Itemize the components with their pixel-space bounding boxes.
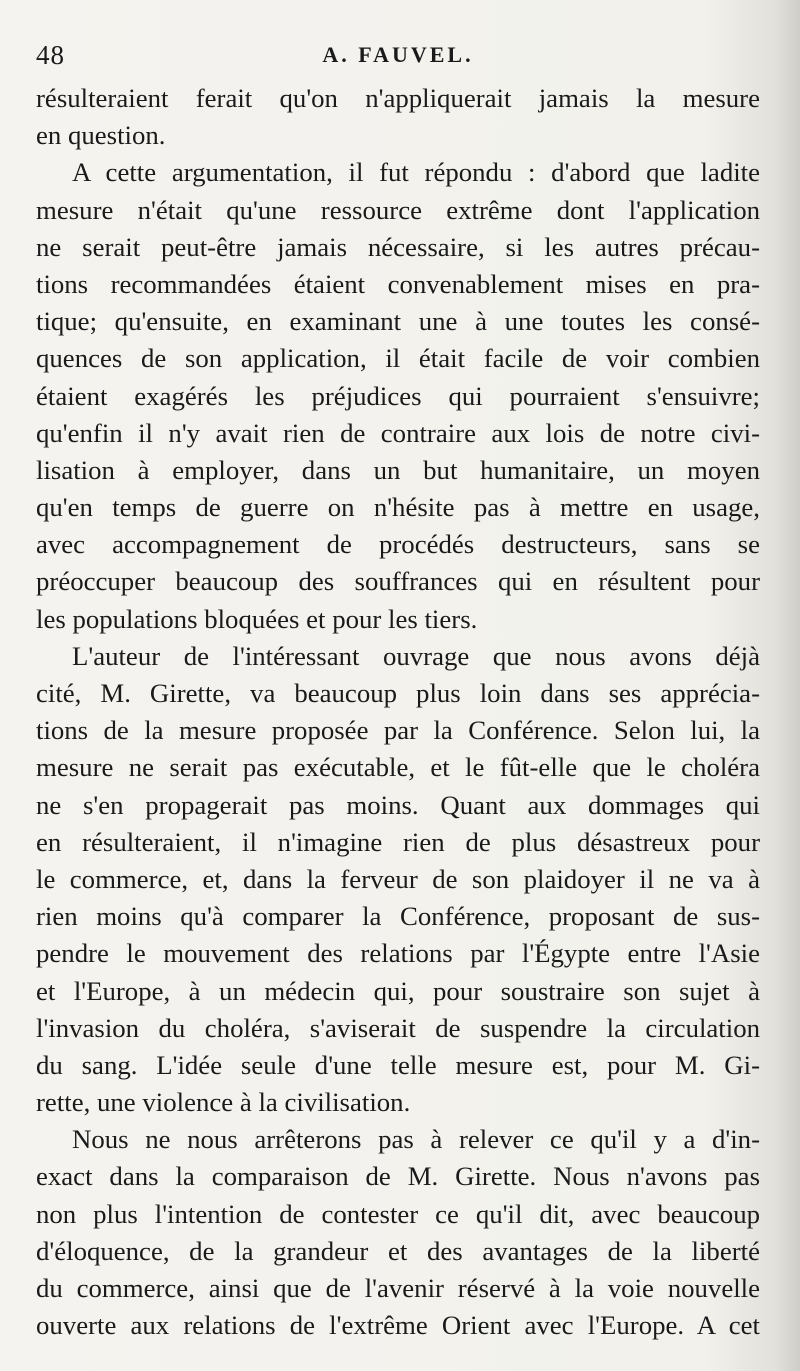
page-number: 48 bbox=[36, 40, 65, 70]
text-line: résulteraient ferait qu'on n'appliquerait jamais la mesure bbox=[36, 83, 760, 113]
text-line: d'éloquence, de la grandeur et des avantages de la liberté bbox=[36, 1235, 760, 1266]
text-line: exact dans la comparaison de M. Girette. Nous n'avons pas bbox=[36, 1161, 760, 1192]
text-line: le commerce, et, dans la ferveur de son plaidoyer il ne va à bbox=[36, 863, 760, 894]
text-line: qu'enfin il n'y avait rien de contraire aux lois de notre civi- bbox=[36, 417, 760, 448]
text-line: mesure ne serait pas exécutable, et le fût-elle que le choléra bbox=[36, 752, 760, 783]
page-header bbox=[36, 40, 760, 74]
text-line: tions de la mesure proposée par la Conférence. Selon lui, la bbox=[36, 715, 760, 746]
text-line: Nous ne nous arrêterons pas à relever ce qu'il y a d'in- bbox=[72, 1124, 760, 1155]
text-line: les populations bloquées et pour les tiers. bbox=[36, 603, 478, 634]
text-line: ouverte aux relations de l'extrême Orient avec l'Europe. A cet bbox=[36, 1310, 760, 1341]
text-line: étaient exagérés les préjudices qui pourraient s'ensuivre; bbox=[36, 380, 760, 411]
text-line: en question. bbox=[36, 120, 166, 151]
text-line: ne s'en propagerait pas moins. Quant aux dommages qui bbox=[36, 789, 760, 820]
text-line: du commerce, ainsi que de l'avenir réservé à la voie nouvelle bbox=[36, 1273, 760, 1303]
text-line: mesure n'était qu'une ressource extrême dont l'application bbox=[36, 194, 760, 225]
body-text bbox=[36, 80, 760, 1344]
text-line: A cette argumentation, il fut répondu : d'abord que ladite bbox=[72, 157, 760, 188]
text-line: et l'Europe, à un médecin qui, pour soustraire son sujet à bbox=[36, 975, 760, 1006]
text-line: rette, une violence à la civilisation. bbox=[36, 1087, 411, 1118]
text-line: avec accompagnement de procédés destructeurs, sans se bbox=[36, 529, 760, 560]
text-line: du sang. L'idée seule d'une telle mesure est, pour M. Gi- bbox=[36, 1049, 760, 1080]
text-line: pendre le mouvement des relations par l'Égypte entre l'Asie bbox=[36, 938, 760, 969]
text-line: en résulteraient, il n'imagine rien de plus désastreux pour bbox=[36, 826, 760, 857]
text-line: cité, M. Girette, va beaucoup plus loin dans ses apprécia- bbox=[36, 678, 760, 708]
running-head: A. FAUVEL. bbox=[322, 42, 474, 67]
text-line: préoccuper beaucoup des souffrances qui en résultent pour bbox=[36, 566, 760, 597]
text-line: rien moins qu'à comparer la Conférence, proposant de sus- bbox=[36, 901, 760, 932]
text-line: l'invasion du choléra, s'aviserait de suspendre la circulation bbox=[36, 1012, 760, 1043]
text-line: tions recommandées étaient convenablement mises en pra- bbox=[36, 268, 760, 299]
text-line: non plus l'intention de contester ce qu'il dit, avec beaucoup bbox=[36, 1198, 760, 1229]
text-line: lisation à employer, dans un but humanitaire, un moyen bbox=[36, 454, 760, 485]
text-line: ne serait peut-être jamais nécessaire, si les autres précau- bbox=[36, 231, 760, 262]
text-line: tique; qu'ensuite, en examinant une à une toutes les consé- bbox=[36, 306, 760, 337]
text-line: qu'en temps de guerre on n'hésite pas à mettre en usage, bbox=[36, 492, 760, 523]
text-line: quences de son application, il était facile de voir combien bbox=[36, 343, 760, 374]
text-line: L'auteur de l'intéressant ouvrage que nous avons déjà bbox=[72, 640, 760, 671]
